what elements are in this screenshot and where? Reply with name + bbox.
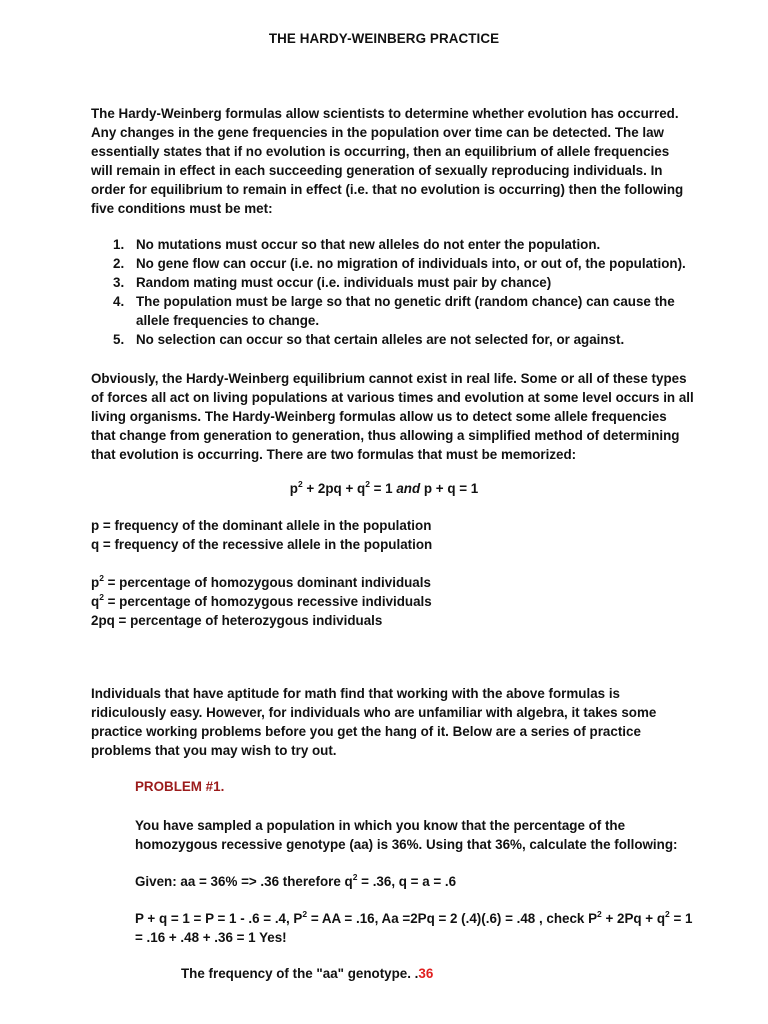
aptitude-line: Individuals that have aptitude for math find that working with the above formulas is	[91, 686, 620, 701]
definition-p2	[91, 573, 691, 592]
aptitude-line: ridiculously easy. However, for individuals who are unfamiliar with algebra, it takes some	[91, 705, 657, 720]
formula-and: and	[396, 481, 421, 496]
aptitude-line: problems that you may wish to try out.	[91, 743, 337, 758]
frequency-definitions	[91, 516, 691, 554]
definition-q2	[91, 592, 691, 611]
calc-text: = AA = .16, Aa =2Pq = 2 (.4)(.6) = .48 , check P	[307, 911, 598, 926]
problem-heading: PROBLEM #1.	[135, 779, 225, 794]
condition-item	[113, 330, 703, 349]
condition-number: 2.	[113, 256, 125, 271]
intro-paragraph	[91, 104, 691, 218]
intro-line: essentially states that if no evolution is occurring, then an equilibrium of allele frequencies	[91, 144, 670, 159]
condition-number: 4.	[113, 294, 125, 309]
given-text: = .36, q = a = .6	[357, 874, 457, 889]
exponent: 2	[99, 591, 104, 602]
formula-p: p	[289, 481, 298, 496]
exponent: 2	[597, 908, 602, 919]
intro-line: Any changes in the gene frequencies in the population over time can be detected. The law	[91, 125, 664, 140]
formula-exponent: 2	[297, 478, 303, 489]
definition-q: q = frequency of the recessive allele in the population	[91, 537, 433, 552]
condition-number: 5.	[113, 332, 125, 347]
condition-text: allele frequencies to change.	[136, 313, 320, 328]
var-p: p	[91, 575, 100, 590]
answer-label: The frequency of the "aa" genotype. .	[181, 966, 419, 981]
exponent: 2	[352, 871, 358, 882]
obviously-paragraph	[91, 369, 694, 464]
answer-line	[181, 966, 433, 981]
obviously-line: that evolution is occurring. There are two formulas that must be memorized:	[91, 447, 577, 462]
definition-p: p = frequency of the dominant allele in the population	[91, 518, 432, 533]
formula-tail: p + q = 1	[420, 481, 479, 496]
obviously-line: living organisms. The Hardy-Weinberg formulas allow us to detect some allele frequencies	[91, 409, 667, 424]
calculation-line	[135, 909, 715, 928]
problem-statement	[135, 816, 715, 854]
condition-item	[113, 235, 703, 254]
exponent: 2	[302, 908, 308, 919]
conditions-list	[113, 235, 703, 349]
definition-2pq: 2pq = percentage of heterozygous individuals	[91, 613, 383, 628]
calc-text: = 1	[669, 911, 693, 926]
intro-line: five conditions must be met:	[91, 201, 273, 216]
problem-line: homozygous recessive genotype (aa) is 36%. Using that 36%, calculate the following:	[135, 837, 678, 852]
formula-exponent: 2	[365, 478, 370, 489]
obviously-line: that change from generation to generation, thus allowing a simplified method of determining	[91, 428, 680, 443]
condition-number: 3.	[113, 275, 125, 290]
calc-text: P + q = 1 = P = 1 - .6 = .4, P	[135, 911, 303, 926]
condition-text: No selection can occur so that certain alleles are not selected for, or against.	[136, 332, 625, 347]
given-text: Given: aa = 36% => .36 therefore q	[135, 874, 353, 889]
aptitude-paragraph	[91, 684, 691, 760]
calculation-line: = .16 + .48 + .36 = 1 Yes!	[135, 930, 287, 945]
calc-text: + 2Pq + q	[601, 911, 666, 926]
condition-number: 1.	[113, 237, 125, 252]
condition-text: Random mating must occur (i.e. individuals must pair by chance)	[136, 275, 552, 290]
intro-line: will remain in effect in each succeeding generation of sexually reproducing individuals. In	[91, 163, 663, 178]
problem-line: You have sampled a population in which you know that the percentage of the	[135, 818, 626, 833]
exponent: 2	[665, 908, 670, 919]
calculation	[135, 909, 715, 947]
formula-mid: + 2pq + q	[302, 481, 366, 496]
condition-item	[113, 273, 703, 292]
obviously-line: Obviously, the Hardy-Weinberg equilibrium cannot exist in real life. Some or all of these types	[91, 371, 687, 386]
intro-line: The Hardy-Weinberg formulas allow scientists to determine whether evolution has occurred.	[91, 106, 679, 121]
condition-item	[113, 292, 703, 330]
percentage-definitions	[91, 573, 691, 630]
condition-text: No gene flow can occur (i.e. no migration of individuals into, or out of, the population).	[136, 256, 686, 271]
obviously-line: of forces all act on living populations at various times and evolution at some level occurs in all	[91, 390, 694, 405]
formula-end: = 1	[369, 481, 397, 496]
condition-text: The population must be large so that no genetic drift (random chance) can cause the	[136, 294, 675, 309]
definition-text: = percentage of homozygous recessive individuals	[103, 594, 432, 609]
exponent: 2	[99, 572, 104, 583]
intro-line: order for equilibrium to remain in effect (i.e. that no evolution is occurring) then the following	[91, 182, 684, 197]
hardy-weinberg-formula	[0, 478, 768, 496]
condition-item	[113, 254, 703, 273]
aptitude-line: practice working problems before you get the hang of it. Below are a series of practice	[91, 724, 641, 739]
definition-text: = percentage of homozygous dominant individuals	[103, 575, 431, 590]
given-line	[135, 872, 715, 891]
var-q: q	[91, 594, 100, 609]
answer-value: 36	[418, 966, 434, 981]
page-title: THE HARDY-WEINBERG PRACTICE	[268, 31, 500, 46]
condition-text: No mutations must occur so that new alleles do not enter the population.	[136, 237, 601, 252]
